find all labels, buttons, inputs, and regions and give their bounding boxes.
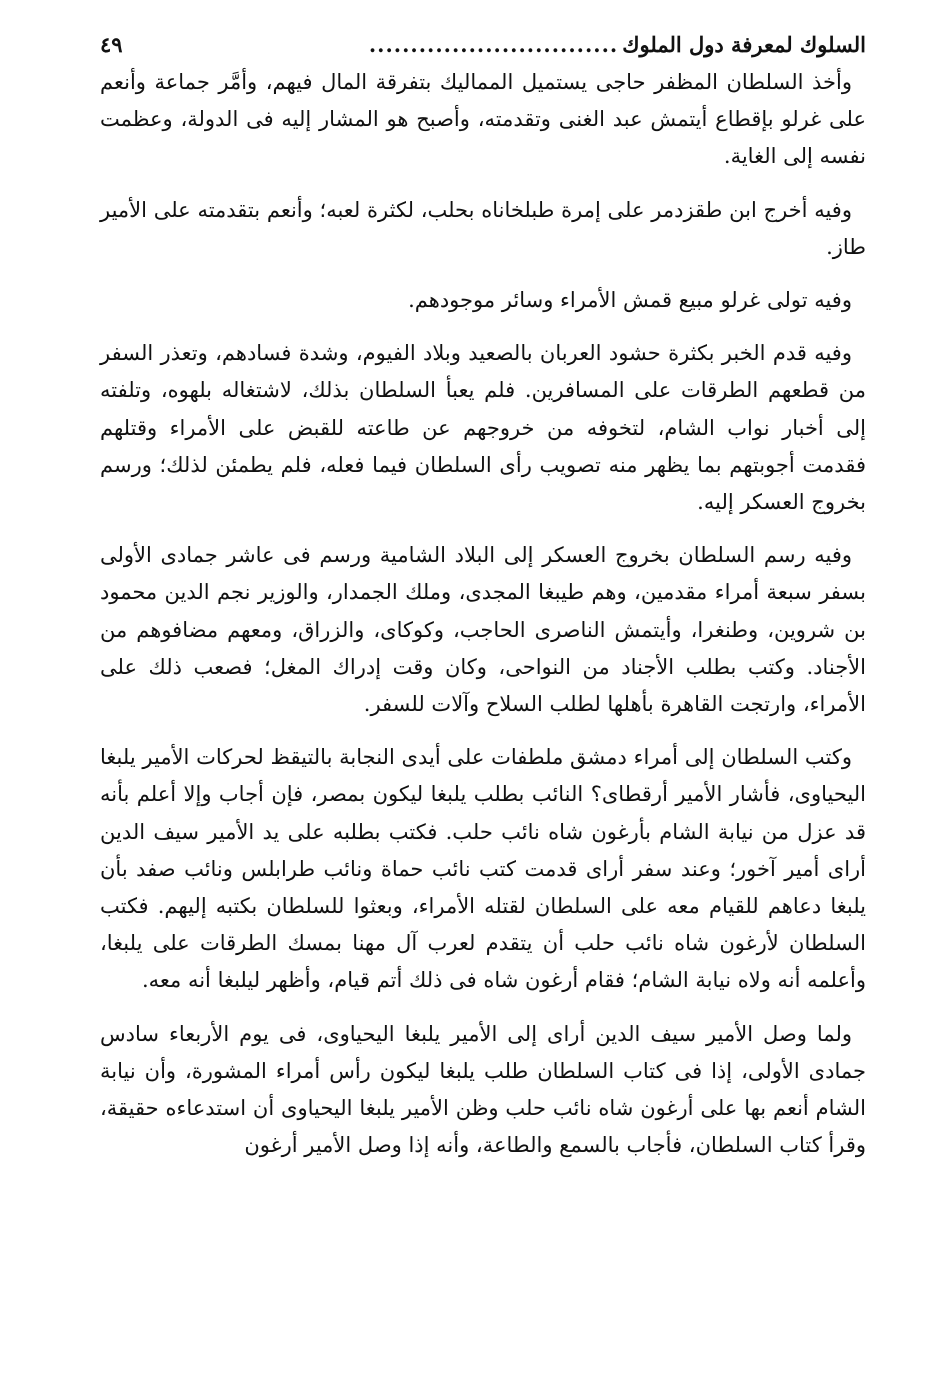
paragraph-6: وكتب السلطان إلى أمراء دمشق ملطفات على أيدى النجابة بالتيقظ لحركات الأمير يلبغا اليحياوى، فأشار الأمير أرقطاى؟ النائب بطلب يلبغا ليكون بمصر، فإن أجاب وإلا أعلم بأنه قد عزل من نيابة الشام بأرغون شاه نائب حلب. فكتب بطلبه على يد الأمير سيف الدين أراى أمير آخور؛ وعند سفر أراى قدمت كتب نائب حماة ونائب طرابلس ونائب صفد بأن يلبغا دعاهم للقيام معه على السلطان لقتله الأمراء، وبعثوا للسلطان بكتبه إليهم. فكتب السلطان لأرغون شاه نائب حلب أن يتقدم لعرب آل مهنا بمسك الطرقات على يلبغا، وأعلمه أنه ولاه نيابة الشام؛ فقام أرغون شاه فى ذلك أتم قيام، وأظهر ليلبغا أنه معه. xyxy=(100,745,866,993)
book-title: السلوك لمعرفة دول الملوك xyxy=(622,32,866,57)
leader-dots: .............................. xyxy=(368,32,619,57)
paragraph-4: وفيه قدم الخبر بكثرة حشود العربان بالصعيد وبلاد الفيوم، وشدة فسادهم، وتعذر السفر من قطعهم الطرقات على المسافرين. فلم يعبأ السلطان بذلك، لاشتغاله بلهوه، وتلفته إلى أخبار نواب الشام، لتخوفه من خروجهم عن طاعته للقبض على الأمراء وقتلهم فقدمت أجوبتهم بما يظهر منه تصويب رأى السلطان فيما فعله، فلم يطمئن لذلك؛ ورسم بخروج العسكر إليه. xyxy=(100,341,866,515)
paragraph-3: وفيه تولى غرلو مبيع قمش الأمراء وسائر موجودهم. xyxy=(408,288,852,313)
running-header xyxy=(100,28,866,64)
paragraph-1: وأخذ السلطان المظفر حاجى يستميل المماليك بتفرقة المال فيهم، وأمَّر جماعة وأنعم على غرلو بإقطاع أيتمش عبد الغنى وتقدمته، وأصبح هو المشار إليه فى الدولة، وعظمت نفسه إلى الغاية. xyxy=(100,70,866,169)
paragraph-7: ولما وصل الأمير سيف الدين أراى إلى الأمير يلبغا اليحياوى، فى يوم الأربعاء سادس جمادى الأولى، إذا فى كتاب السلطان طلب يلبغا ليكون رأس أمراء المشورة، وأن نيابة الشام أنعم بها على أرغون شاه نائب حلب وظن الأمير يلبغا اليحياوى أن استدعاءه حقيقة، وقرأ كتاب السلطان، فأجاب بالسمع والطاعة، وأنه إذا وصل الأمير أرغون xyxy=(100,1021,866,1158)
book-page xyxy=(100,28,866,1164)
paragraph-5: وفيه رسم السلطان بخروج العسكر إلى البلاد الشامية ورسم فى عاشر جمادى الأولى بسفر سبعة أمراء مقدمين، وهم طيبغا المجدى، وملك الجمدار، والوزير نجم الدين محمود بن شروين، وطنغرا، وأيتمش الناصرى الحاجب، وكوكاى، والزراق، ومعهم مضافوهم من الأجناد. وكتب بطلب الأجناد من النواحى، وكان وقت إدراك المغل؛ فصعب ذلك على الأمراء، وارتجت القاهرة بأهلها لطلب السلاح وآلات للسفر. xyxy=(100,543,866,717)
page-number: ٤٩ xyxy=(100,32,123,57)
paragraph-2: وفيه أخرج ابن طقزدمر على إمرة طبلخاناه بحلب، لكثرة لعبه؛ وأنعم بتقدمته على الأمير طاز. xyxy=(100,197,866,259)
